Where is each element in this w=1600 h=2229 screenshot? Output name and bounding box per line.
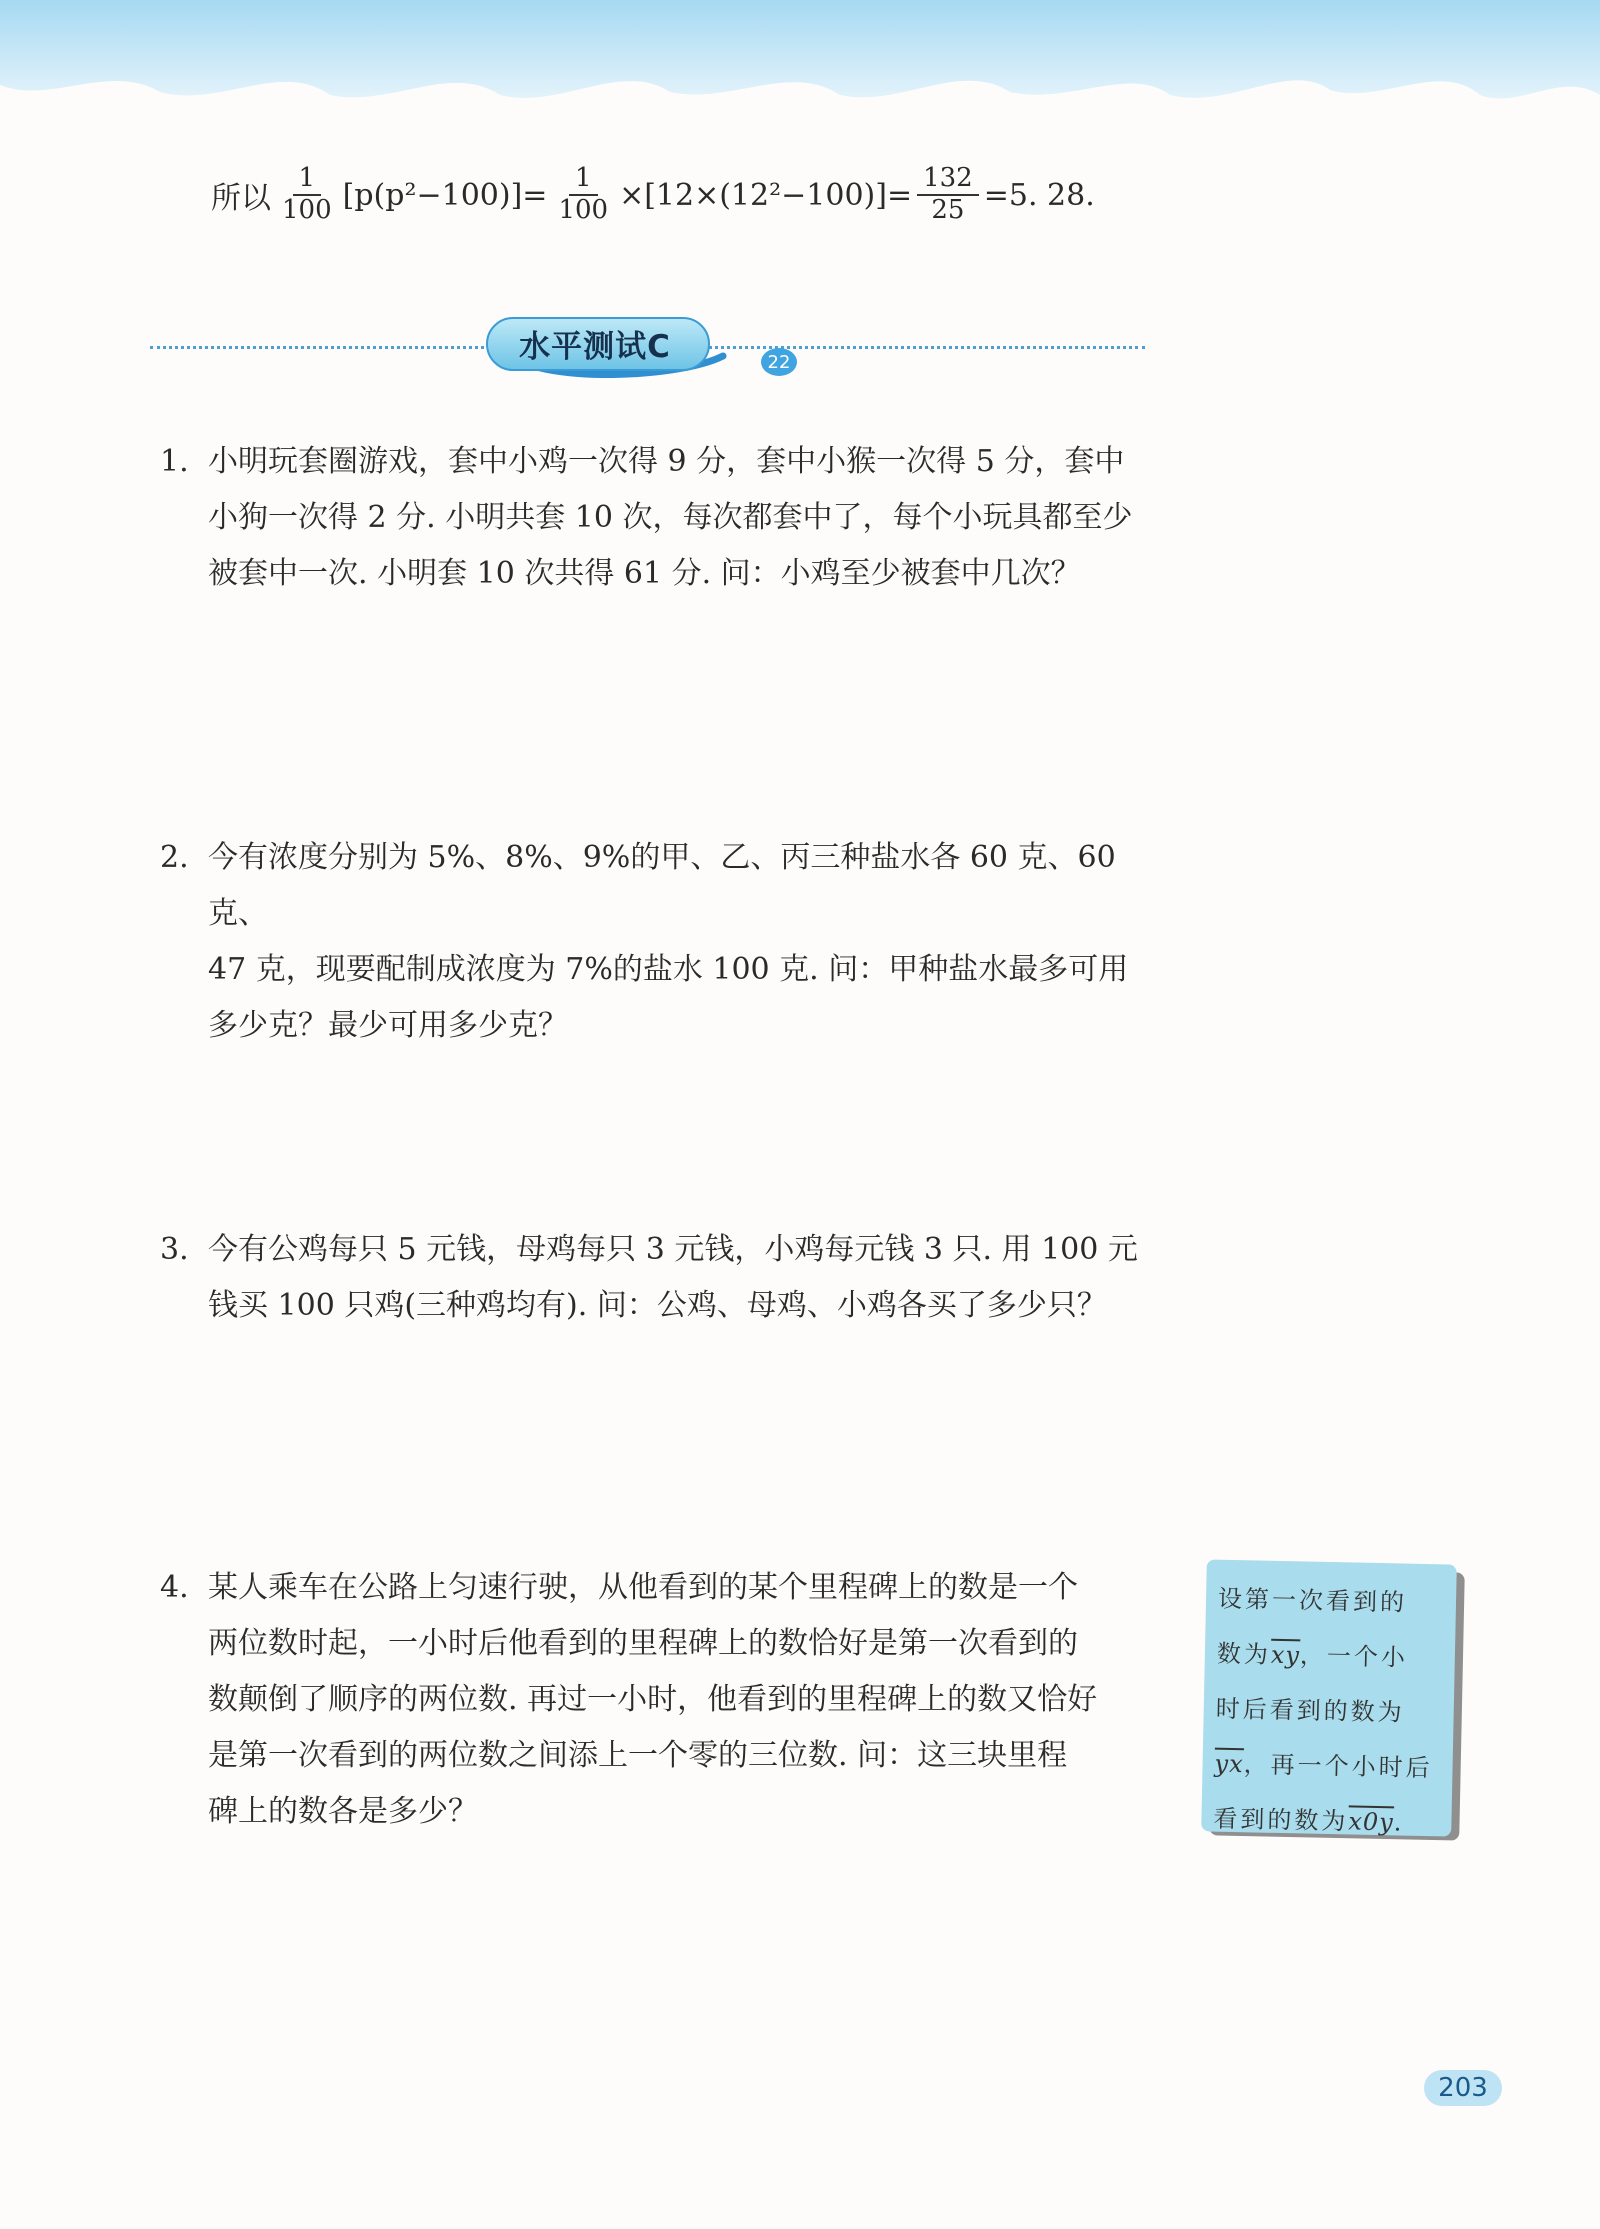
- formula-expr-1: [p(p²−100)]=: [342, 177, 548, 213]
- problem-number: 2.: [160, 840, 189, 875]
- formula-result: =5. 28.: [983, 177, 1095, 213]
- fraction-2: $\frac{1}{100}$: [558, 163, 609, 225]
- hint-text: .: [1393, 1808, 1405, 1837]
- hint-line: 时后看到的数为: [1215, 1694, 1406, 1727]
- problem-2: [160, 830, 1160, 1054]
- hint-line: [1214, 1737, 1441, 1797]
- page-number: 203: [1424, 2070, 1502, 2106]
- hint-line: [1213, 1792, 1440, 1852]
- formula-expr-2: ×[12×(12²−100)]=: [619, 177, 913, 213]
- problem-number: 4.: [160, 1570, 189, 1605]
- formula-prefix: 所以: [211, 181, 271, 216]
- problem-text: 今有浓度分别为 5%、8%、9%的甲、乙、丙三种盐水各 60 克、60 克、 47 克，现要配制成浓度为 7%的盐水 100 克. 问：甲种盐水最多可用 多少克？最少可用多少克？: [208, 840, 1129, 1043]
- hint-var-x0y: x0y: [1348, 1807, 1395, 1837]
- hint-var-yx: $\overline{yx}$: [1214, 1749, 1244, 1779]
- hint-line: [1216, 1627, 1443, 1687]
- cloud-banner: [0, 0, 1600, 150]
- hint-var-xy: $\overline{xy}$: [1270, 1640, 1301, 1670]
- hint-line: 设第一次看到的: [1217, 1584, 1408, 1617]
- fraction-1: $\frac{1}{100}$: [282, 163, 332, 225]
- solution-formula: [210, 150, 1096, 240]
- problem-1: [160, 434, 1160, 602]
- problem-3: [160, 1222, 1160, 1334]
- problem-number: 3.: [160, 1232, 189, 1267]
- problem-text: 小明玩套圈游戏，套中小鸡一次得 9 分，套中小猴一次得 5 分，套中 小狗一次得 2 分. 小明共套 10 次，每次都套中了，每个小玩具都至少 被套中一次. 小明套 10 次共得 61 分. 问：小鸡至少被套中几次？: [208, 444, 1133, 591]
- section-number: 22: [767, 351, 791, 373]
- section-title: 水平测试C: [519, 328, 671, 365]
- hint-text: ，一个小: [1299, 1641, 1409, 1672]
- hint-text: 看到的数为: [1213, 1804, 1349, 1836]
- hint-note: [1201, 1559, 1457, 1836]
- hint-text: 数为: [1216, 1639, 1272, 1669]
- problem-text: 今有公鸡每只 5 元钱，母鸡每只 3 元钱，小鸡每元钱 3 只. 用 100 元 钱买 100 只鸡(三种鸡均有). 问：公鸡、母鸡、小鸡各买了多少只？: [208, 1232, 1138, 1323]
- fraction-3: $\frac{132}{25}$: [917, 164, 979, 226]
- problem-text: 某人乘车在公路上匀速行驶，从他看到的某个里程碑上的数是一个 两位数时起，一小时后他看到的里程碑上的数恰好是第一次看到的 数颠倒了顺序的两位数. 再过一小时，他看到的里程碑上的数又恰好 是第一次看到的两位数之间添上一个零的三位数. 问：这三块里程 碑上的数各是多少？: [208, 1570, 1098, 1829]
- hint-text: ，再一个小时后: [1243, 1750, 1433, 1783]
- problem-4: [160, 1560, 1160, 1840]
- problem-number: 1.: [160, 444, 189, 479]
